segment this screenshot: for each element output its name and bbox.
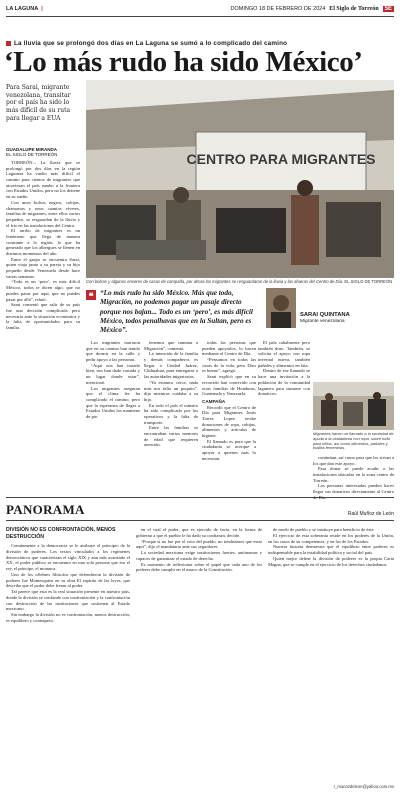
paragraph: “Aquí nos han tratado bien, nos han dado comida y un lugar donde estar”, mencionó. [86,362,140,385]
article-column-6 [313,455,394,495]
author-email: r_munozdeleon@yahoo.com.mx [333,784,394,789]
photo-credit: EL SIGLO DE TORREÓN [344,279,393,284]
paragraph: El arribo de migrantes es un fenómeno que llega de manera constante a la región, lo que ha generado que los albergues se llenen en distintos momentos del año. [6,228,80,256]
secondary-photo [313,382,394,430]
article-column-3 [144,340,198,488]
quote-person-role: Migrante venezolana [300,319,345,324]
photo-banner-text: CENTRO PARA MIGRANTES [186,151,376,167]
headline: ‘Lo más rudo ha sido México’ [4,46,363,78]
paragraph: Con unos bolsos negros, cobijas, chamarras y unos cuantos víveres, familias de migrantes, entre ellos varios pequeños, se resguardan de la lluvia y el frío en las instalaciones del Centro. [6,199,80,228]
paragraph: de modo de pueblo y se instituye para beneficio de éste. [273,527,375,532]
paragraph: en el cual el poder, que es ejercido de facto, en la forma de gobierno a que el pueblo le ha dado su confianza, decide. [136,527,262,538]
opinion-title: DIVISIÓN NO ES CONFRONTACIÓN, MENOS DESTRUCCIÓN [6,527,116,540]
paragraph: La intención de la familia y demás compañeros es llegar a Ciudad Juárez, Chihuahua, para entregarse a las autoridades migratorias. [144,351,198,380]
paragraph: Nuestra historia demuestra que el equilibrio entre poderes es indispensable para la estabilidad política y social del país. [268,544,394,556]
header-rule [6,16,394,17]
opinion-column-3 [268,527,394,781]
portrait-photo [266,288,296,328]
issue-date: DOMINGO 18 DE FEBRERO DE 2024 [230,6,326,12]
byline-name: GUADALUPE MIRANDA [6,147,57,152]
opinion-column-2 [136,527,262,781]
paragraph: El llamado es para que la ciudadanía se acerque a apoyar a quienes más lo necesitan. [202,438,256,461]
paragraph: Los migrantes narraron que en su camino han tenido que dormir en la calle y pedir apoyo a las personas. [86,340,140,363]
paragraph: Sin embargo la división no es confrontación, menos destrucción; es equilibrio y contrapeso. [6,612,130,623]
quote-person-name: SARAI QUINTANA [300,312,350,318]
column-author: Raúl Muñoz de León [347,511,394,517]
paragraph: Dentro de ese llamado se hace una invitación a la población de la comunidad lagunera para sumarse con donativos. [258,368,310,397]
quote-icon: ❝ [86,290,96,300]
paragraph: En todo el país el tránsito ha sido complicado por los operativos y la falta de transporte. [144,402,198,425]
pull-quote: “Lo más rudo ha sido México. Más que todo, Migración, no podemos pagar un pasaje directo porque nos bajan... Todo es un ‘pero’, es más difícil México, todos penalhavas que en la Sultan, pero es México”. [100,289,253,335]
paragraph: El país cabalmente pero también duro. También, se solicita el apoyo con ropa invernal nueva, también pañales y alimentos en lata. [258,340,310,368]
paragraph: Quien mejor define la división de poderes es la propia Carta Magna, que se cumple en el ejercicio de los derechos ciudadanos. [268,555,394,567]
paragraph: Entre el grupo se encuentra Sarai, quien viaja junto a su pareja y su hijo pequeño desde Venezuela desde hace varias semanas. [6,256,80,279]
article-column-5 [258,340,310,488]
paragraph: Entre las familias se encontraban varios menores de edad que requieren atención. [144,425,198,448]
section-rule [6,520,394,521]
paragraph: Recordó que el Centro de Día para Migrantes Jesús Torres Lopez recibe donaciones de ropa, cobijas, alimentos y artículos de higiene. [202,404,256,438]
paragraph: Comúnmente a la democracia se le atribuye el principio de la división de poderes. Los textos vinculados a los regímenes democráticos que caracterizan el siglo XIX y aún más avanzado el XX, el poder público se encuentra en una sola persona que era el rey, el príncipe, el monarca. [6,543,130,572]
main-photo [86,80,394,278]
section-name: LA LAGUNA | [6,6,43,12]
paragraph: TORREÓN.– La lluvia que se prolongó por dos días en la región Lagunera ha vuelto más difícil el camino para cientos de migrantes que atraviesan el país rumbo a la frontera con Estados Unidos, pero no los detiene en su sueño. [6,160,80,200]
paragraph: todas las personas que pueden apoyarlos, lo hacen mediante el Centro de Día. [202,340,256,357]
newspaper-brand: El Siglo de Torreón [329,6,379,12]
paragraph: La sociedad mexicana exige instituciones fuertes, autónomas y capaces de garantizar el estado de derecho. [136,550,262,561]
paragraph: “Porque si no fue por el voto del pueblo, no tendríamos que estar aquí”, dijo el mandatario ante sus seguidores. [136,538,262,550]
paragraph: Es momento de reflexionar sobre el papel que cada uno de los poderes debe cumplir en el marco de la Constitución. [136,561,262,573]
paragraph: “Pensamos en todas las cosas de la vida, pero Dios es bueno”, agregó. [202,357,256,374]
paragraph: Sarai explicó que en su recorrido han convivido con otras familias de Honduras, Guatemala y Venezuela. [202,374,256,397]
article-column-4 [202,340,256,488]
migrant-shelter-photo [86,80,394,278]
paragraph: El ejercicio de esta soberanía reside en los poderes de la Unión, en los casos de su competencia, y en los de los Estados. [268,532,394,544]
paragraph: continúan, así como para que les sirvan a los que dan este apoyo. [313,455,394,466]
paragraph: “Todo es un ‘pero’, es más difícil México, todos te dicen algo, que no puedes pasar por aquí, que no puedes pasar por allá”, relató. [6,279,80,302]
byline-outlet: EL SIGLO DE TORREÓN [6,152,58,158]
article-column-1 [6,160,80,482]
paragraph: Las personas interesadas pueden hacer llegar sus donativos directamente al Centro [313,483,394,495]
section-title: PANORAMA [6,502,85,517]
paragraph: Los migrantes aseguran que el clima les ha complicado el camino, pero que la esperanza de llegar a Estados Unidos los mantiene de pie. [86,385,140,419]
paragraph: tenemos que caminar a Migración”, comentó. [144,340,198,351]
paragraph: Sarai comentó que salir de su país fue una decisión complicada pero necesaria ante la situación económica y la falta de oportunidades para su familia. [6,302,80,330]
section-divider [6,497,394,498]
paragraph: Para donar se puede acudir a las instalaciones ubicadas en la zona centro de Torreón. [313,466,394,483]
paragraph: Uno de los célebres filósofos que defendieron la división de poderes fue Montesquieu en su obra El espíritu de las leyes, que describe que el poder debe frenar al poder. [6,571,130,589]
article-deck: Para Sarai, migrante venezolana, transitar por el país ha sido lo más difícil de su ruta para llegar a EUA [6,84,71,122]
photo-caption: Con bolsas y algunos enseres de casas de campaña, por ahora los migrantes se resguardaron de la lluvia y las afueras del Centro de Día. EL SIGLO DE TORREÓN [86,279,393,284]
page-header [6,3,394,15]
sub-heading: CAMPAÑA [202,398,226,404]
byline [6,147,80,158]
paragraph: “Ya estamos cerca, nada más nos falta un poquito”, dijo mientras cuidaba a su hijo. [144,379,198,402]
secondary-caption: Migrantes hacen un llamado a la sociedad de ayuda a la ciudadanía con ropa, sobre todo para niños, así como alimentos, pañales y toallas femeninas. [313,431,394,451]
page-number: 5E [384,6,392,12]
opinion-column-1 [6,543,130,781]
paragraph: Tal parece que esta es la real situación presente en nuestro país, donde la división se confunde con confrontación y la confrontación con destrucción de las instituciones que sostienen al Estado mexicano. [6,589,130,612]
article-column-2 [86,340,140,488]
kicker: La lluvia que se prolongó dos días en La Laguna se sumó a lo complicado del camino [6,40,287,47]
